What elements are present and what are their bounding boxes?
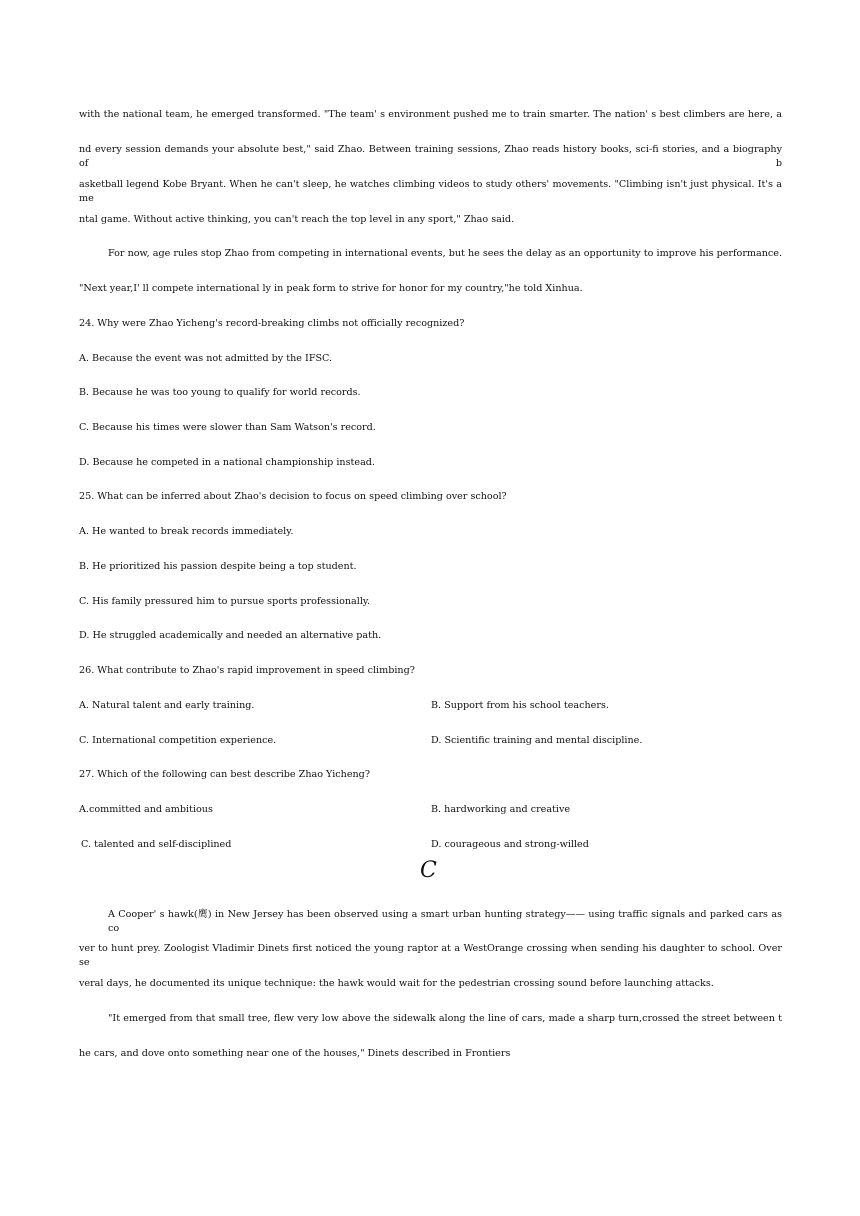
question-27-option-d: D. courageous and strong-willed (431, 839, 589, 850)
question-25-option-d: D. He struggled academically and needed an alternative path. (79, 630, 382, 641)
passage-c-line-2: ver to hunt prey. Zoologist Vladimir Dinets first noticed the young raptor at a WestOrange crossing when sending his daughter to school. Over se (79, 943, 782, 968)
question-26-stem: 26. What contribute to Zhao's rapid improvement in speed climbing? (79, 665, 415, 676)
passage-b-line-3: asketball legend Kobe Bryant. When he can't sleep, he watches climbing videos to study others' movements. "Climbing isn't just physical. It's a me (79, 179, 782, 204)
passage-c-paragraph-2-line-2: he cars, and dove onto something near one of the houses," Dinets described in Frontiers (79, 1048, 511, 1059)
passage-c-line-1: A Cooper' s hawk(鹰) in New Jersey has been observed using a smart urban hunting strategy—— using traffic signals and parked cars as co (108, 909, 782, 934)
question-25-option-c: C. His family pressured him to pursue sports professionally. (79, 596, 371, 607)
question-25-option-b: B. He prioritized his passion despite being a top student. (79, 561, 357, 572)
question-27-option-b: B. hardworking and creative (431, 804, 571, 815)
question-26-option-c: C. International competition experience. (79, 735, 277, 746)
passage-b-paragraph-2-line-2: "Next year,I' ll compete international ly in peak form to strive for honor for my country,"he told Xinhua. (79, 283, 583, 294)
question-24-option-c: C. Because his times were slower than Sam Watson's record. (79, 422, 376, 433)
question-24-option-a: A. Because the event was not admitted by the IFSC. (79, 353, 333, 364)
question-26-option-b: B. Support from his school teachers. (431, 700, 609, 711)
question-26-option-d: D. Scientific training and mental discipline. (431, 735, 643, 746)
question-26-option-a: A. Natural talent and early training. (79, 700, 255, 711)
question-27-option-a: A.committed and ambitious (79, 804, 213, 815)
question-25-stem: 25. What can be inferred about Zhao's decision to focus on speed climbing over school? (79, 491, 507, 502)
question-24-option-d: D. Because he competed in a national championship instead. (79, 457, 375, 468)
question-27-option-c: C. talented and self-disciplined (81, 839, 232, 850)
passage-c-line-3: veral days, he documented its unique technique: the hawk would wait for the pedestrian crossing sound before launching attacks. (79, 978, 714, 989)
passage-b-paragraph-2-line-1: For now, age rules stop Zhao from competing in international events, but he sees the delay as an opportunity to improve his performance. (108, 248, 782, 259)
question-25-option-a: A. He wanted to break records immediately. (79, 526, 294, 537)
section-c-heading: C (420, 858, 437, 883)
passage-b-line-4: ntal game. Without active thinking, you can't reach the top level in any sport," Zhao said. (79, 214, 515, 225)
passage-c-paragraph-2-line-1: "It emerged from that small tree, flew very low above the sidewalk along the line of cars, made a sharp turn,crossed the street between t (108, 1013, 782, 1024)
passage-b-line-1: with the national team, he emerged transformed. "The team' s environment pushed me to train smarter. The nation' s best climbers are here, a (79, 109, 782, 120)
question-27-stem: 27. Which of the following can best describe Zhao Yicheng? (79, 769, 370, 780)
question-24-option-b: B. Because he was too young to qualify for world records. (79, 387, 361, 398)
question-24-stem: 24. Why were Zhao Yicheng's record-breaking climbs not officially recognized? (79, 318, 465, 329)
passage-b-line-2: nd every session demands your absolute best," said Zhao. Between training sessions, Zhao reads history books, sci-fi stories, and a biography of b (79, 144, 782, 169)
